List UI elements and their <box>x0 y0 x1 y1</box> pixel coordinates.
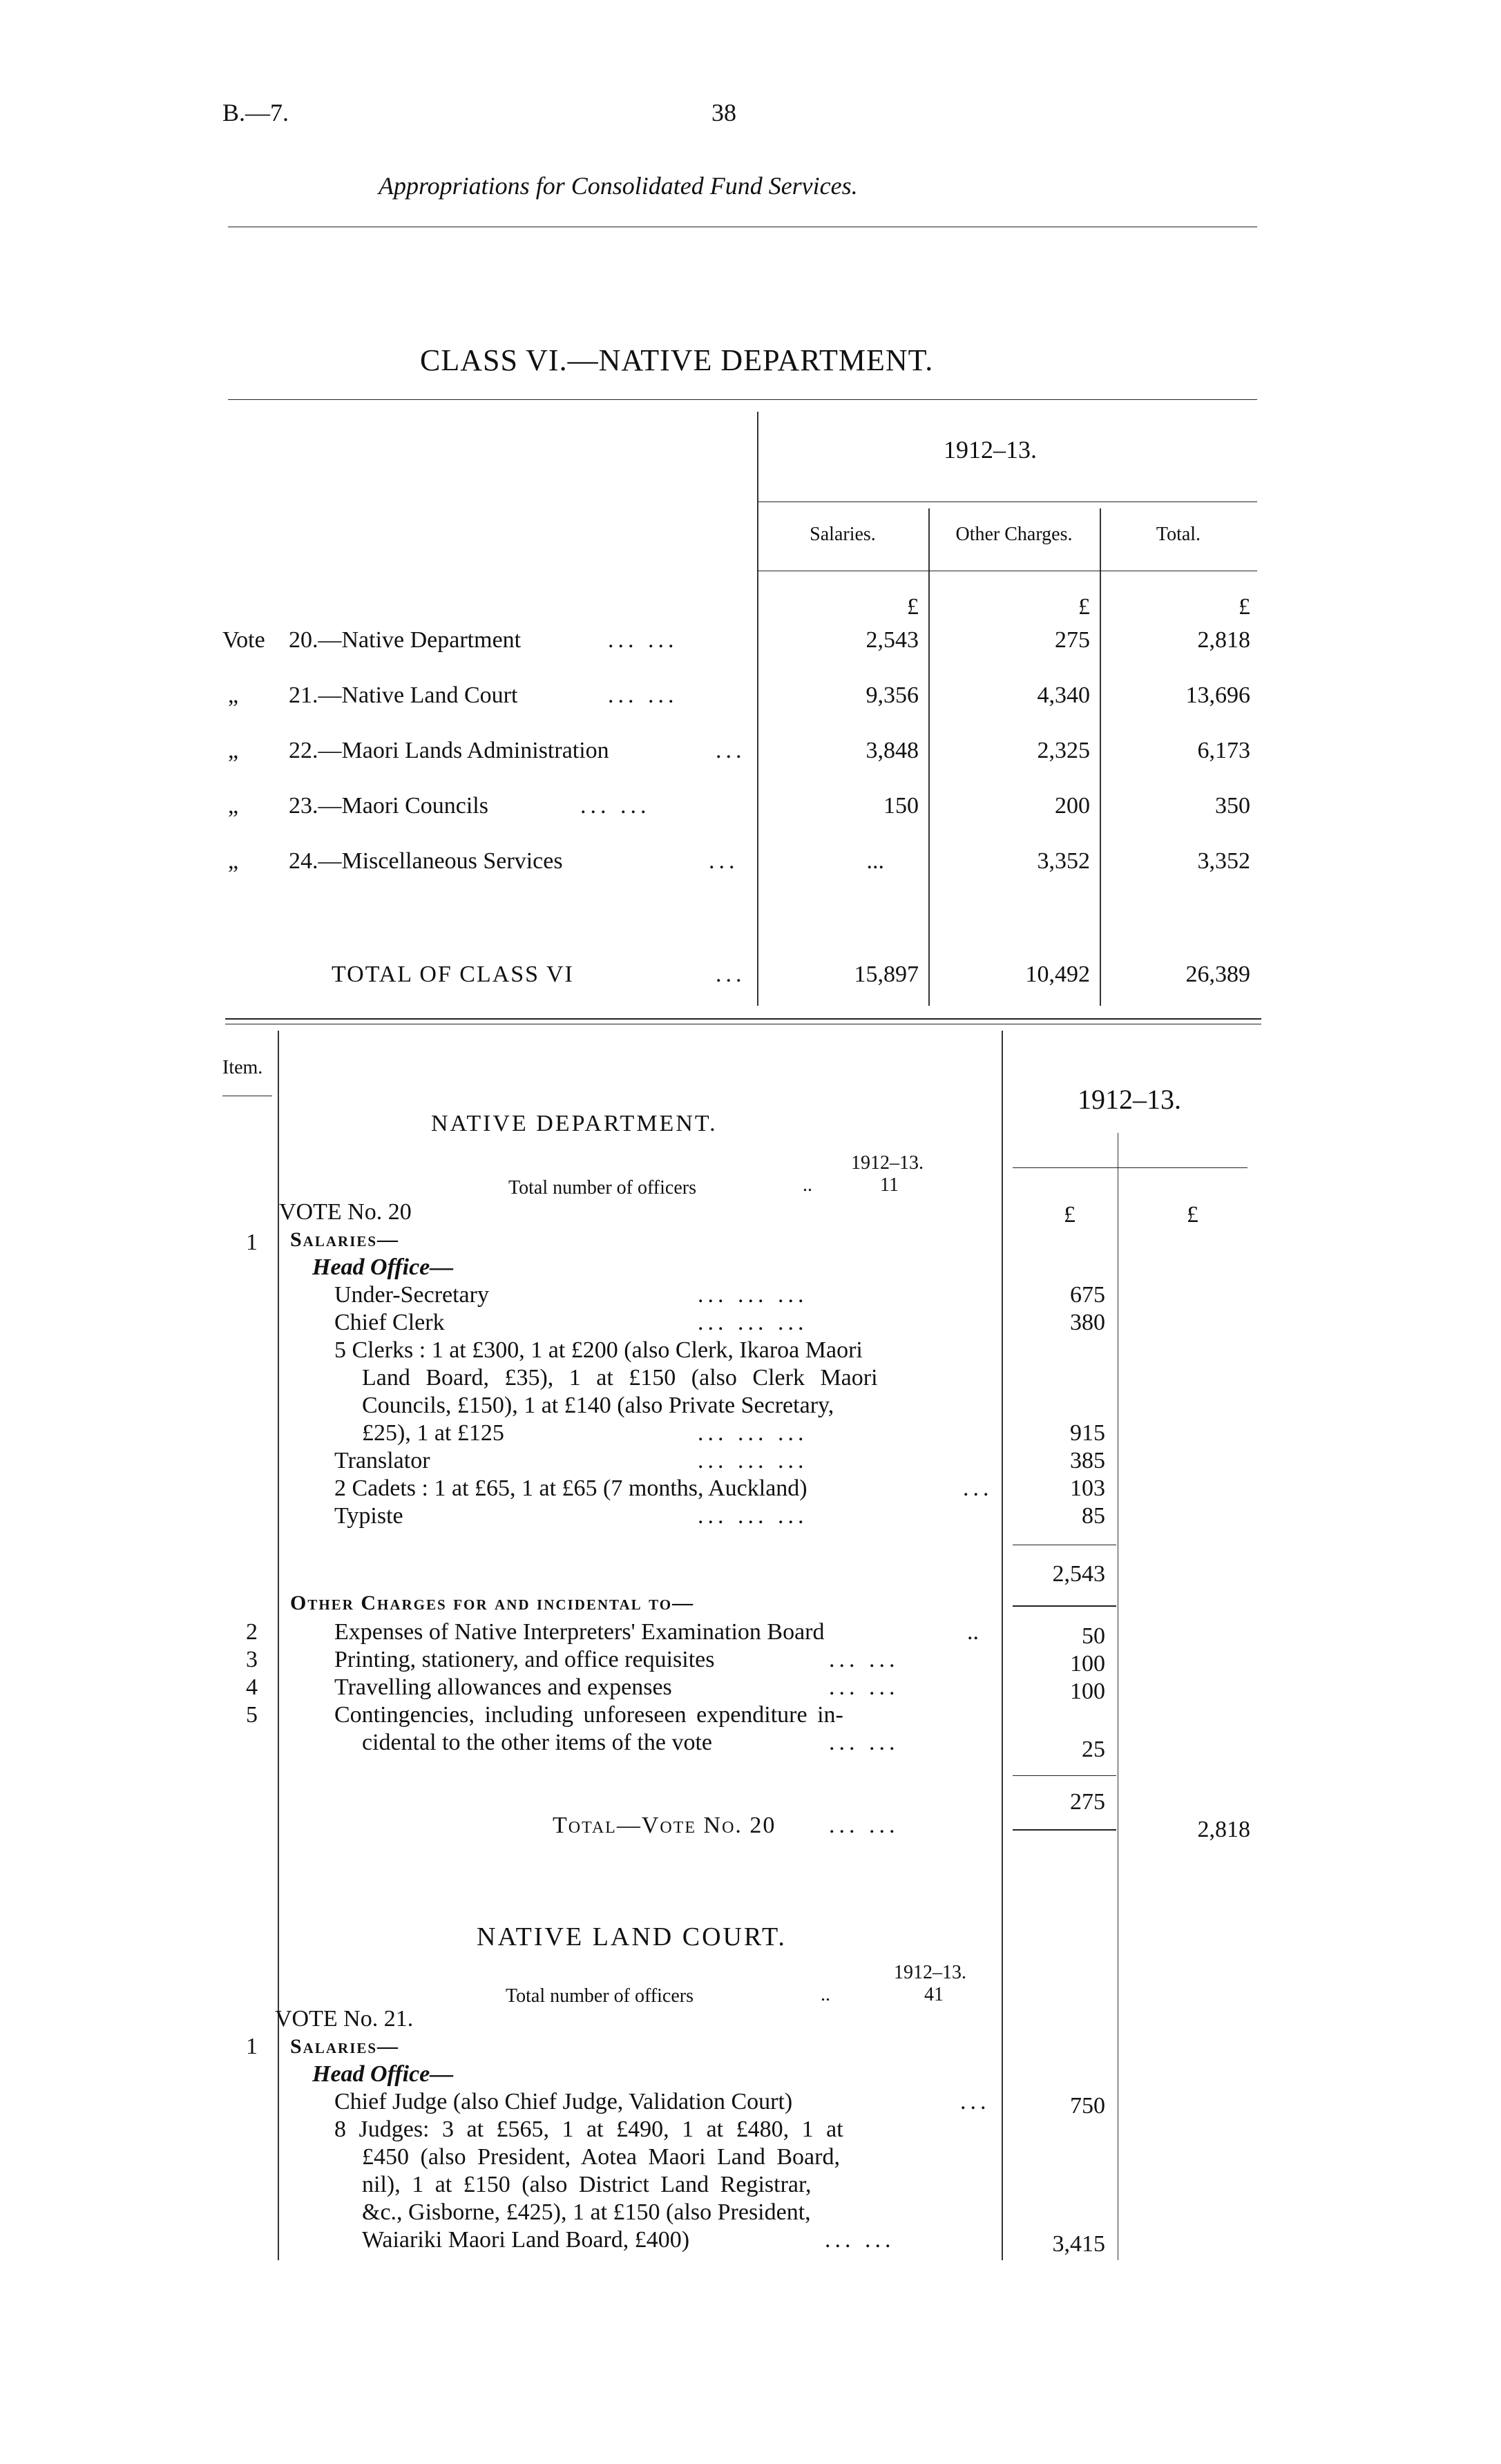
officers-year: 1912–13. <box>851 1152 924 1174</box>
line-text: Waiariki Maori Land Board, £400) <box>362 2227 690 2253</box>
total-dots: ... <box>716 962 746 987</box>
currency-other: £ <box>1078 594 1090 620</box>
line-dots: ... <box>960 2089 991 2114</box>
salaries-subtotal-bottom-rule <box>1013 1605 1116 1607</box>
line-text: Printing, stationery, and office requisites <box>334 1647 715 1672</box>
court-item-number: 1 <box>246 2034 258 2059</box>
native-land-court-title: NATIVE LAND COURT. <box>477 1922 787 1951</box>
row-total: 2,818 <box>1197 627 1250 653</box>
column-header-total: Total. <box>1156 524 1201 545</box>
line-dots: ... ... <box>829 1647 899 1672</box>
item-number: 4 <box>246 1674 258 1700</box>
row-other: 4,340 <box>1037 682 1090 708</box>
line-dots: ... ... <box>829 1730 899 1755</box>
row-salaries: 9,356 <box>866 682 919 708</box>
row-total: 6,173 <box>1197 738 1250 763</box>
row-other: 200 <box>1055 793 1090 819</box>
row-label: 23.—Maori Councils <box>289 793 488 819</box>
row-other: 2,325 <box>1037 738 1090 763</box>
other-subtotal: 275 <box>1070 1789 1105 1815</box>
head-office-heading: Head Office— <box>312 1254 454 1280</box>
row-label: 21.—Native Land Court <box>289 682 518 708</box>
item-number: 5 <box>246 1702 258 1728</box>
line-text: Travelling allowances and expenses <box>334 1674 672 1700</box>
line-dots: ... ... ... <box>698 1503 808 1529</box>
currency-salaries: £ <box>907 594 919 620</box>
other-subtotal-bottom-rule <box>1013 1829 1116 1831</box>
row-label: 24.—Miscellaneous Services <box>289 848 563 874</box>
row-other: 275 <box>1055 627 1090 653</box>
total-total: 26,389 <box>1185 962 1250 987</box>
line-amount: 103 <box>1070 1475 1105 1501</box>
item-column-header: Item. <box>222 1057 263 1078</box>
line-text: nil), 1 at £150 (also District Land Registrar, <box>362 2172 812 2197</box>
officers-dots: .. <box>803 1174 812 1196</box>
row-dots: ... <box>709 848 739 874</box>
line-text: Contingencies, including unforeseen expenditure in- <box>334 1702 843 1728</box>
line-amount: 915 <box>1070 1420 1105 1446</box>
line-text: 2 Cadets : 1 at £65, 1 at £65 (7 months, Auckland) <box>334 1475 807 1501</box>
salaries-heading: Salaries— <box>290 1228 400 1251</box>
row-salaries: 150 <box>883 793 919 819</box>
currency-total: £ <box>1239 594 1250 620</box>
row-other: 3,352 <box>1037 848 1090 874</box>
vote-21-heading: VOTE No. 21. <box>275 2006 414 2032</box>
native-department-title: NATIVE DEPARTMENT. <box>431 1111 718 1136</box>
line-text: Chief Clerk <box>334 1310 445 1335</box>
line-dots: ... ... ... <box>698 1420 808 1446</box>
total-other: 10,492 <box>1025 962 1090 987</box>
row-dots: ... ... <box>580 793 651 819</box>
line-text: Land Board, £35), 1 at £150 (also Clerk Maori <box>362 1365 878 1391</box>
line-text: £450 (also President, Aotea Maori Land Board, <box>362 2144 840 2170</box>
line-amount: 3,415 <box>1052 2231 1105 2257</box>
row-prefix: Vote <box>222 627 265 653</box>
line-text: Typiste <box>334 1503 403 1529</box>
row-prefix: „ <box>228 848 239 874</box>
row-salaries: 3,848 <box>866 738 919 763</box>
line-text: cidental to the other items of the vote <box>362 1730 713 1755</box>
line-amount: 100 <box>1070 1651 1105 1677</box>
line-text: Councils, £150), 1 at £140 (also Private Secretary, <box>362 1393 834 1418</box>
page-number: 38 <box>711 99 736 126</box>
vote-20-heading: VOTE No. 20 <box>279 1199 412 1225</box>
total-salaries: 15,897 <box>854 962 919 987</box>
detail-year-rule <box>1013 1167 1247 1168</box>
salaries-subtotal: 2,543 <box>1052 1561 1105 1587</box>
row-prefix: „ <box>228 793 239 819</box>
line-text: 5 Clerks : 1 at £300, 1 at £200 (also Clerk, Ikaroa Maori <box>334 1337 863 1363</box>
row-salaries: 2,543 <box>866 627 919 653</box>
page-subtitle: Appropriations for Consolidated Fund Services. <box>379 172 858 200</box>
row-dots: ... <box>716 738 746 763</box>
court-officers-count: 41 <box>924 1984 944 2005</box>
vote-20-total-dots: ... ... <box>829 1813 899 1838</box>
summary-top-rule <box>228 399 1257 400</box>
row-salaries: ... <box>866 848 884 874</box>
line-amount: 85 <box>1082 1503 1105 1529</box>
row-total: 13,696 <box>1185 682 1250 708</box>
row-prefix: „ <box>228 682 239 708</box>
line-dots: ... ... <box>825 2227 895 2253</box>
court-officers-label: Total number of officers <box>506 1985 694 2007</box>
line-text: 8 Judges: 3 at £565, 1 at £490, 1 at £480, 1 at <box>334 2117 843 2142</box>
summary-bottom-rule <box>225 1018 1261 1020</box>
court-officers-year: 1912–13. <box>894 1962 966 1983</box>
detail-currency-2: £ <box>1187 1202 1198 1228</box>
line-text: Translator <box>334 1448 430 1473</box>
vote-20-total-label: Total—Vote No. 20 <box>553 1813 776 1838</box>
court-salaries-heading: Salaries— <box>290 2035 400 2058</box>
officers-count: 11 <box>880 1174 899 1196</box>
summary-divider-label <box>757 412 758 1006</box>
summary-divider-1 <box>928 508 930 1006</box>
summary-year: 1912–13. <box>944 436 1037 464</box>
line-amount: 50 <box>1082 1623 1105 1649</box>
item-number: 2 <box>246 1619 258 1645</box>
column-header-salaries: Salaries. <box>810 524 876 545</box>
line-dots: ... ... ... <box>698 1282 808 1308</box>
summary-title: CLASS VI.—NATIVE DEPARTMENT. <box>420 343 934 377</box>
item-number: 1 <box>246 1230 258 1255</box>
line-dots: ... <box>963 1475 993 1501</box>
line-dots: ... ... ... <box>698 1448 808 1473</box>
line-text: Expenses of Native Interpreters' Examination Board <box>334 1619 825 1645</box>
line-text: Chief Judge (also Chief Judge, Validation Court) <box>334 2089 793 2114</box>
row-dots: ... ... <box>608 682 678 708</box>
line-amount: 675 <box>1070 1282 1105 1308</box>
court-officers-dots: .. <box>821 1984 830 2005</box>
total-label: TOTAL OF CLASS VI <box>332 962 574 987</box>
line-amount: 100 <box>1070 1679 1105 1704</box>
vote-20-total: 2,818 <box>1197 1817 1250 1842</box>
court-head-office-heading: Head Office— <box>312 2061 454 2087</box>
line-amount: 385 <box>1070 1448 1105 1473</box>
detail-currency-1: £ <box>1064 1202 1075 1228</box>
detail-year: 1912–13. <box>1078 1084 1181 1115</box>
line-dots: ... ... <box>829 1674 899 1700</box>
other-charges-heading: Other Charges for and incidental to— <box>290 1592 695 1614</box>
row-dots: ... ... <box>608 627 678 653</box>
line-text: £25), 1 at £125 <box>362 1420 504 1446</box>
line-dots: .. <box>967 1619 979 1645</box>
line-amount: 25 <box>1082 1737 1105 1762</box>
row-label: 22.—Maori Lands Administration <box>289 738 609 763</box>
other-subtotal-rule <box>1013 1775 1116 1776</box>
officers-label: Total number of officers <box>508 1177 696 1198</box>
column-header-other-charges: Other Charges. <box>955 524 1073 545</box>
line-text: &c., Gisborne, £425), 1 at £150 (also President, <box>362 2199 811 2225</box>
row-label: 20.—Native Department <box>289 627 522 653</box>
line-amount: 750 <box>1070 2093 1105 2119</box>
summary-divider-2 <box>1100 508 1101 1006</box>
row-total: 3,352 <box>1197 848 1250 874</box>
row-prefix: „ <box>228 738 239 763</box>
line-text: Under-Secretary <box>334 1282 489 1308</box>
row-total: 350 <box>1215 793 1250 819</box>
document-reference: B.—7. <box>222 99 289 126</box>
line-dots: ... ... ... <box>698 1310 808 1335</box>
amount-column-divider-1 <box>1002 1031 1003 2260</box>
item-number: 3 <box>246 1647 258 1672</box>
line-amount: 380 <box>1070 1310 1105 1335</box>
